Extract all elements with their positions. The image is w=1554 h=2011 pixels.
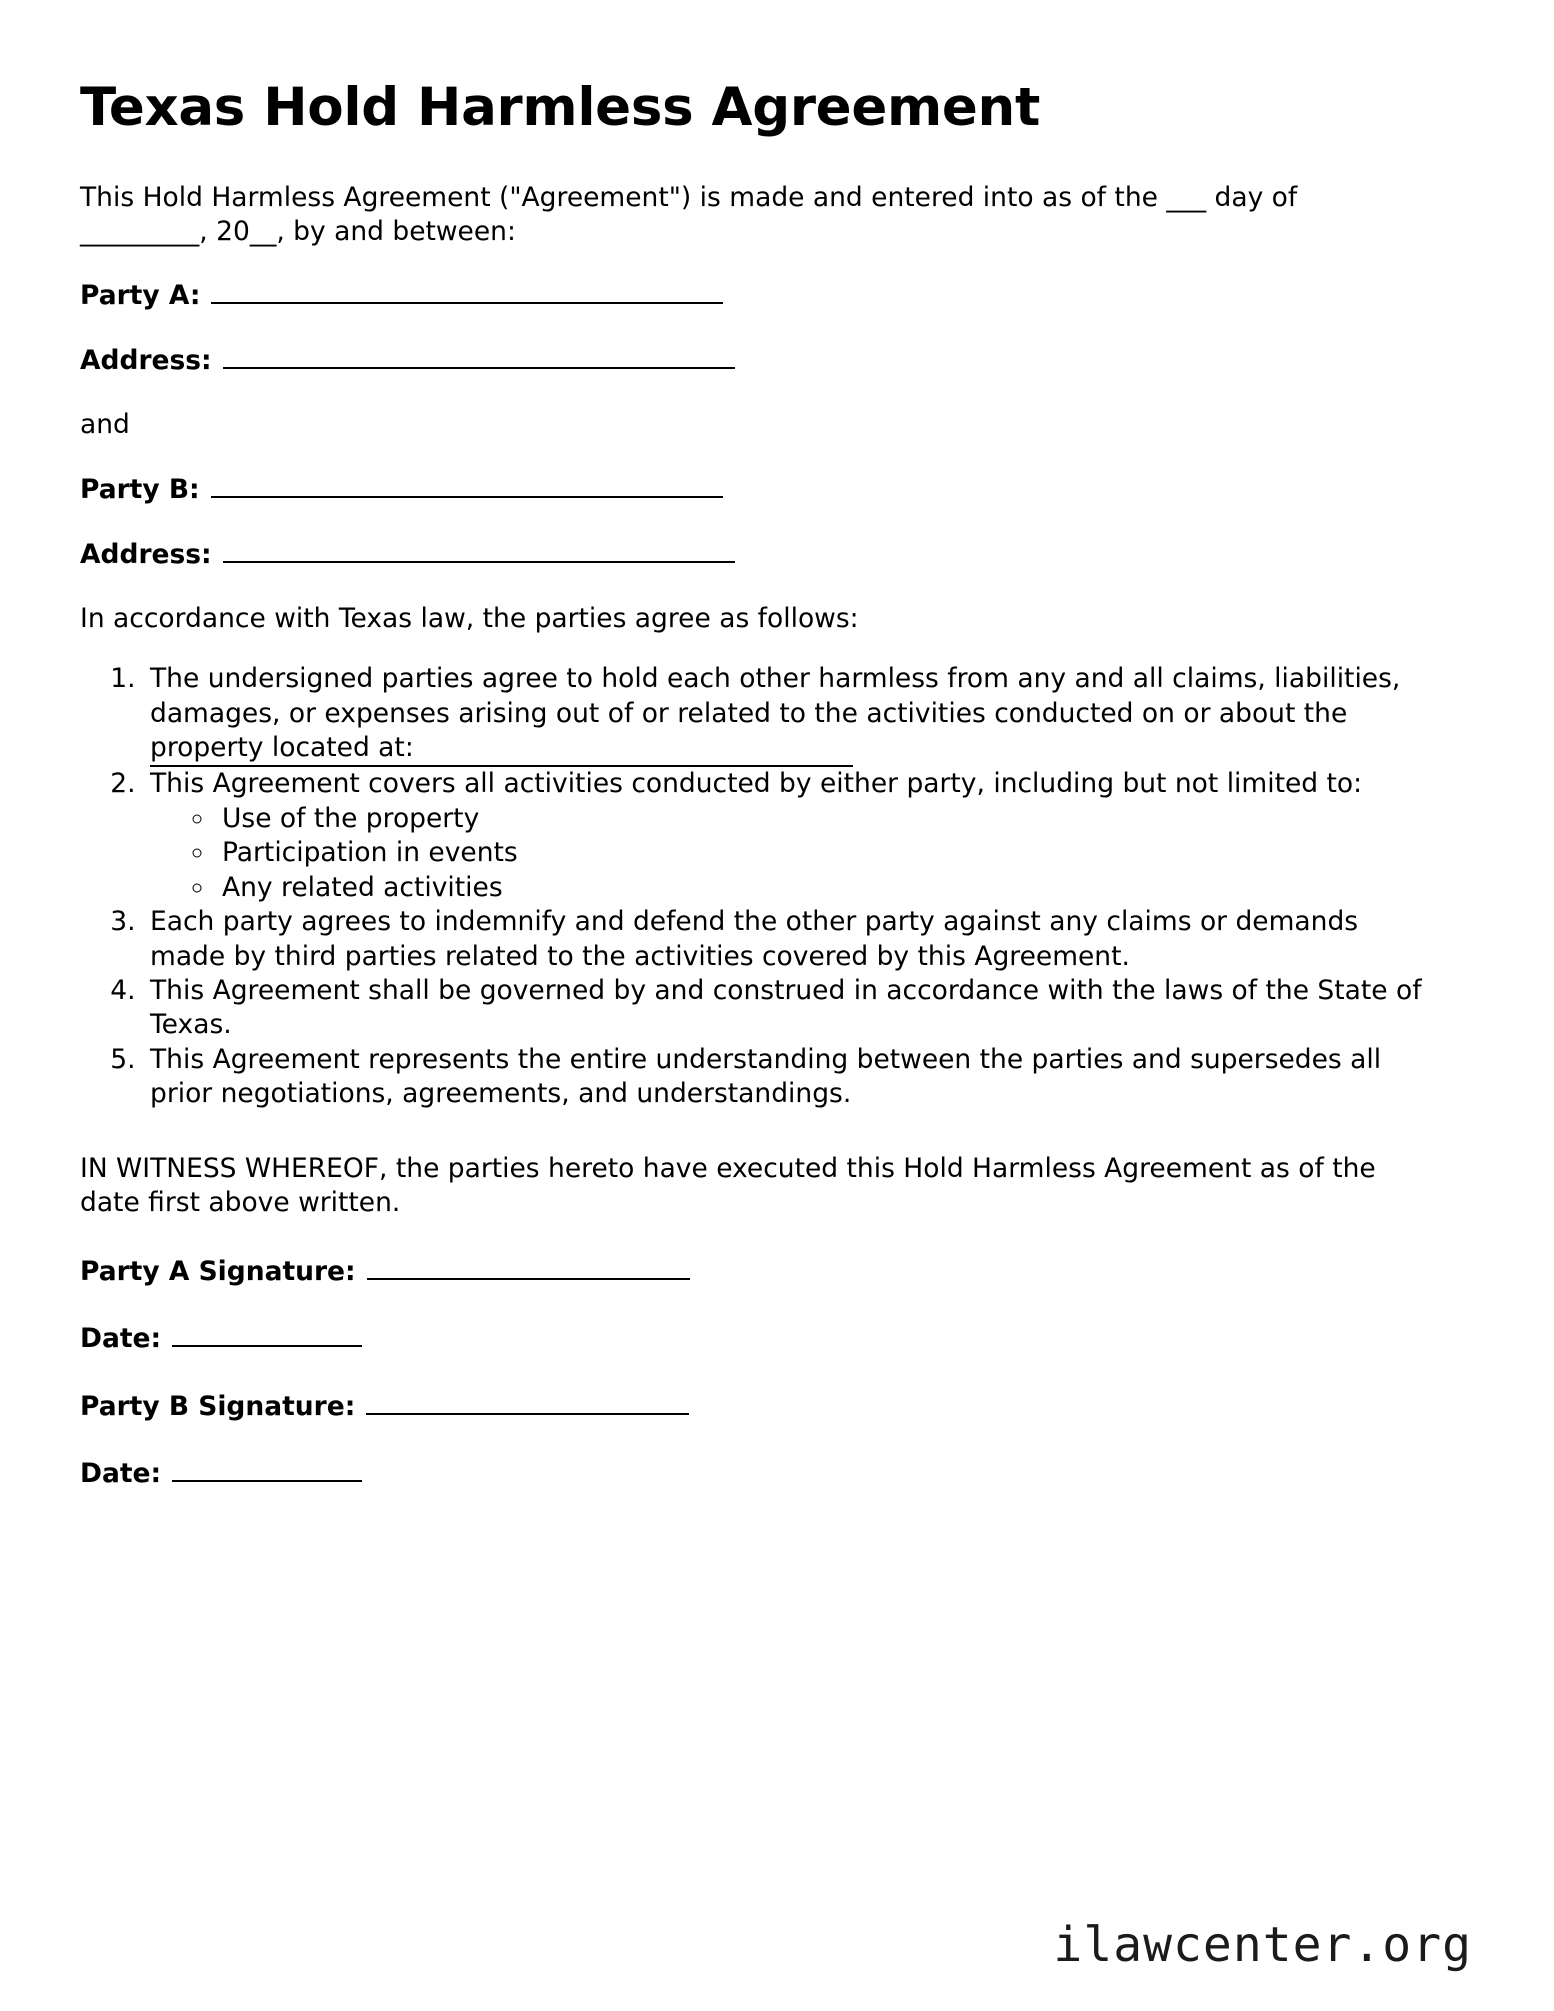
party-a-address-label: Address: (80, 344, 212, 376)
party-b-address-field (80, 537, 1460, 572)
party-b-date-field (80, 1455, 1460, 1490)
party-b-field (80, 472, 1460, 507)
clause-text: This Agreement shall be governed by and construed in accordance with the laws of the State of Texas. (150, 975, 1422, 1041)
conjunction-and: and (80, 408, 130, 440)
intro-paragraph: This Hold Harmless Agreement ("Agreement") is made and entered into as of the ___ day of _________, 20__, by and between: (80, 182, 1298, 248)
party-a-address-field (80, 342, 1460, 377)
party-b-address-label: Address: (80, 539, 212, 571)
party-a-address-input-rule[interactable] (223, 342, 735, 368)
party-b-label: Party B: (80, 474, 200, 506)
clause-item (144, 662, 1440, 767)
clause-item (144, 974, 1440, 1043)
party-a-field (80, 277, 1460, 312)
clause-item (144, 905, 1440, 974)
party-b-date-input-rule[interactable] (172, 1455, 362, 1481)
clause-text: This Agreement covers all activities conducted by either party, including but not limited to: (150, 768, 1363, 800)
clause-text: The undersigned parties agree to hold each other harmless from any and all claims, liabilities, damages, or expenses arising out of or related to the activities conducted on or about the property located at: (150, 663, 1401, 763)
clause-item (144, 1043, 1440, 1112)
signature-block (80, 1254, 1460, 1491)
clause-list (80, 662, 1460, 1112)
clause-item (144, 767, 1440, 905)
clause-text: Each party agrees to indemnify and defend the other party against any claims or demands made by third parties related to the activities covered by this Agreement. (150, 906, 1359, 972)
party-b-input-rule[interactable] (211, 472, 723, 498)
clause-sub-list (150, 802, 1440, 905)
witness-paragraph: IN WITNESS WHEREOF, the parties hereto have executed this Hold Harmless Agreement as of the date first above written. (80, 1152, 1376, 1218)
party-a-signature-field (80, 1254, 1460, 1289)
footer-watermark: ilawcenter.org (1053, 1917, 1472, 1973)
party-a-date-input-rule[interactable] (172, 1321, 362, 1347)
party-b-signature-label: Party B Signature: (80, 1390, 356, 1422)
list-item: ◦ Use of the property (216, 802, 1440, 836)
party-b-signature-field (80, 1388, 1460, 1423)
page-title: Texas Hold Harmless Agreement (80, 77, 1040, 138)
list-item: ◦ Participation in events (216, 836, 1440, 870)
party-a-input-rule[interactable] (211, 277, 723, 303)
party-a-signature-input-rule[interactable] (367, 1254, 690, 1280)
party-a-date-field (80, 1321, 1460, 1356)
document-body (80, 78, 1460, 1523)
party-b-signature-input-rule[interactable] (366, 1388, 689, 1414)
party-a-date-label: Date: (80, 1323, 162, 1355)
clause-text: This Agreement represents the entire understanding between the parties and supersedes all prior negotiations, agreements, and understandings. (150, 1043, 1382, 1110)
party-a-signature-label: Party A Signature: (80, 1255, 356, 1287)
party-b-address-input-rule[interactable] (223, 537, 735, 563)
party-b-date-label: Date: (80, 1457, 162, 1489)
list-item: ◦ Any related activities (216, 871, 1440, 905)
accordance-paragraph: In accordance with Texas law, the parties agree as follows: (80, 603, 859, 635)
party-a-label: Party A: (80, 279, 201, 311)
